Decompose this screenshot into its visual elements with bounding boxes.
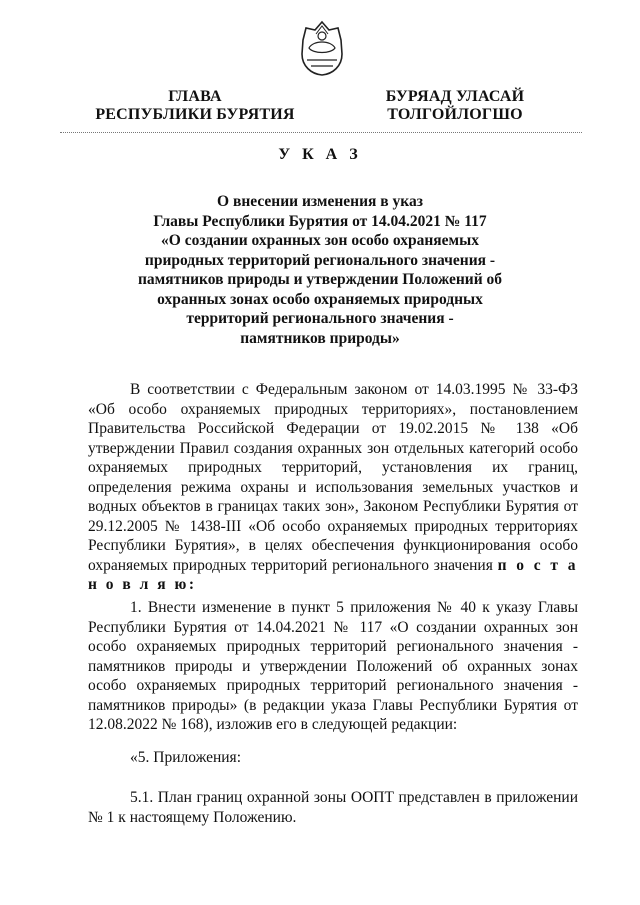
title-line: Главы Республики Бурятия от 14.04.2021 № 117	[153, 212, 487, 230]
title-line: «О создании охранных зон особо охраняемых	[161, 232, 479, 249]
item-quote-paragraph	[88, 748, 578, 768]
document-title	[120, 192, 520, 348]
preamble-paragraph	[88, 380, 578, 595]
title-line: охранных зонах особо охраняемых природных	[157, 290, 483, 308]
title-line: природных территорий регионального значения -	[144, 251, 496, 269]
coat-of-arms-icon	[297, 20, 347, 76]
header-right	[340, 88, 570, 124]
header-left-line1: ГЛАВА	[168, 88, 222, 105]
item-1-paragraph	[88, 598, 578, 735]
header-left-line2: РЕСПУБЛИКИ БУРЯТИЯ	[95, 106, 295, 123]
title-line: памятников природы и утверждении Положений об	[137, 271, 503, 288]
title-line: памятников природы»	[240, 329, 400, 347]
header-left	[70, 88, 320, 124]
item-5-1-paragraph	[88, 788, 578, 827]
title-line: О внесении изменения в указ	[217, 193, 423, 210]
document-type: У К А З	[278, 146, 362, 163]
item-quote-text: «5. Приложения:	[130, 749, 241, 766]
title-line: территорий регионального значения -	[186, 310, 454, 327]
header-right-line1: БУРЯАД УЛАСАЙ	[385, 88, 525, 105]
decree-word: п о с т а н о в л я ю:	[88, 556, 578, 593]
item-1-text: 1. Внести изменение в пункт 5 приложения № 40 к указу Главы Республики Бурятия от 14.04.2021 № 117 «О создании охранных зон особо охраняемых природных территорий регионального значения - памятников природы и утверждении Положений об охранных зонах особо охраняемых природных территорий регионального значения - памятников природы» (в редакции указа Главы Республики Бурятия от 12.08.2022 № 168), изложив его в следующей редакции:	[88, 599, 578, 733]
item-5-1-text: 5.1. План границ охранной зоны ООПТ представлен в приложении № 1 к настоящему Положению.	[88, 789, 578, 826]
header-right-line2: ТОЛГОЙЛОГШО	[387, 106, 523, 123]
header-divider	[60, 132, 582, 133]
preamble-text: В соответствии с Федеральным законом от 14.03.1995 № 33-ФЗ «Об особо охраняемых природных территориях», постановлением Правительства Российской Федерации от 19.02.2015 № 138 «Об утверждении Правил создания охранных зон отдельных категорий особо охраняемых природных территорий, установления их границ, определения режима охраны и использования земельных участков и водных объектов в границах таких зон», Законом Республики Бурятия от 29.12.2005 № 1438-III «Об особо охраняемых природных территориях Республики Бурятия», в целях обеспечения функционирования особо охраняемых природных территорий регионального значения	[88, 381, 578, 574]
